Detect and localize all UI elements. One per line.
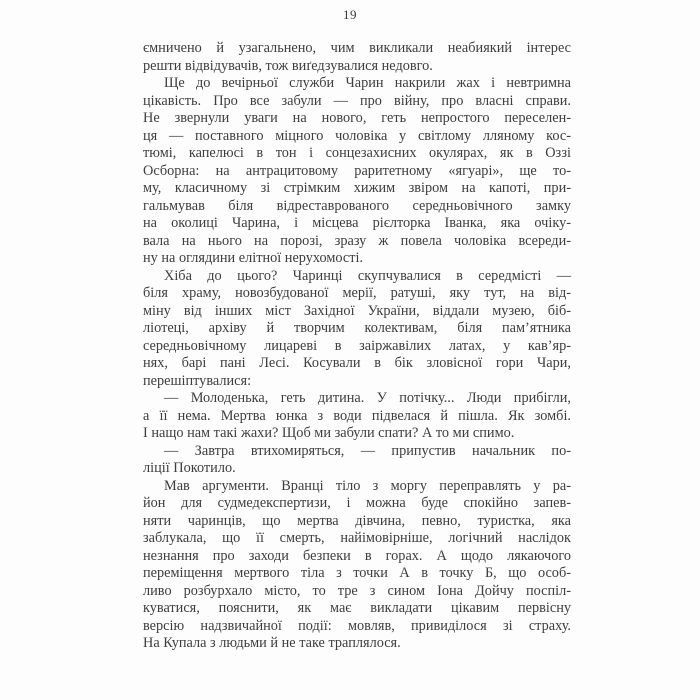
page-number: 19	[343, 7, 357, 22]
text-line: версію надзвичайної події: мовляв, привиділося зі страху.	[143, 617, 571, 634]
text-line: — Молоденька, геть дитина. У потічку... Люди прибігли,	[164, 390, 571, 406]
text-line: ну на оглядини елітної нерухомості.	[143, 250, 364, 266]
text-line: ліотеці, архіву й творчим колективам, біля пам’ятника	[143, 320, 571, 336]
text-line: ця — поставного міцного чоловіка у світлому лляному кос-	[143, 127, 571, 144]
text-line: На Купала з людьми й не таке траплялося.	[143, 635, 401, 651]
text-line: незнання про заходи безпеки в горах. А щодо лякаючого	[143, 547, 571, 564]
text-line: гальмував біля відреставрованого середньовічного замку	[143, 197, 571, 214]
text-line: ємничено й узагальнено, чим викликали неабиякий інтерес	[143, 40, 571, 56]
text-block	[143, 40, 571, 653]
text-line: тюмі, капелюсі в тон і сонцезахисних окулярах, як в Оззі	[143, 145, 571, 161]
text-line: цікавість. Про все забули — про війну, про власні справи.	[143, 92, 571, 109]
text-line: няти чаринців, що мертва дівчина, певно, туристка, яка	[143, 512, 571, 529]
text-line: ливо розбурхало місто, то тре з сином Іона Дойчу поспіл-	[143, 582, 571, 599]
text-line: — Завтра втихомиряться, — припустив начальник по-	[164, 442, 571, 459]
text-line: заблукала, що її смерть, найімовірніше, логічний наслідок	[143, 530, 571, 546]
text-line: перешіптувалися:	[143, 372, 252, 389]
text-line: решти відвідувачів, тож виґедзувалися недовго.	[143, 57, 433, 74]
text-line: міну від інших міст Західної України, віддали музею, біб-	[143, 302, 571, 319]
text-line: куватися, пояснити, як має викладати цікавим первісну	[143, 600, 571, 616]
text-line: вала на нього на порозі, зразу ж повела чоловіка всереди-	[143, 232, 571, 249]
text-line: йон для судмедекспертизи, і можна буде спокійно запев-	[143, 495, 571, 511]
text-line: нях, барі пані Лесі. Косували в бік зловісної гори Чари,	[143, 355, 571, 371]
text-line: І нащо нам такі жахи? Щоб ми забули спати? А то ми спимо.	[143, 425, 515, 441]
text-line: на околиці Чарина, і місцева рієлторка Іванка, яка очіку-	[143, 215, 571, 231]
text-line: а її нема. Мертва юнка з води підвелася й пішла. Як зомбі.	[143, 407, 571, 424]
text-line: біля храму, новозбудованої мерії, ратуші, яку тут, на від-	[143, 285, 571, 301]
text-line: ліції Покотило.	[143, 460, 236, 476]
text-line: му, класичному зі стрімким хижим звіром на капоті, при-	[143, 180, 571, 196]
text-line: середньовічному лицареві в заіржавілих латах, у кав’яр-	[143, 337, 571, 354]
text-line: Осборна: на антрацитовому раритетному «ягуарі», ще то-	[143, 162, 571, 179]
text-line: Ще до вечірньої служби Чарин накрили жах і невтримна	[164, 75, 571, 91]
text-line: Мав аргументи. Вранці тіло з моргу переправлять у ра-	[164, 477, 571, 494]
text-line: переміщення мертвого тіла з точки А в точку Б, що особ-	[143, 565, 571, 581]
text-line: Не звернули уваги на нового, геть непростого переселен-	[143, 110, 571, 126]
text-line: Хіба до цього? Чаринці скупчувалися в середмісті —	[164, 267, 571, 284]
